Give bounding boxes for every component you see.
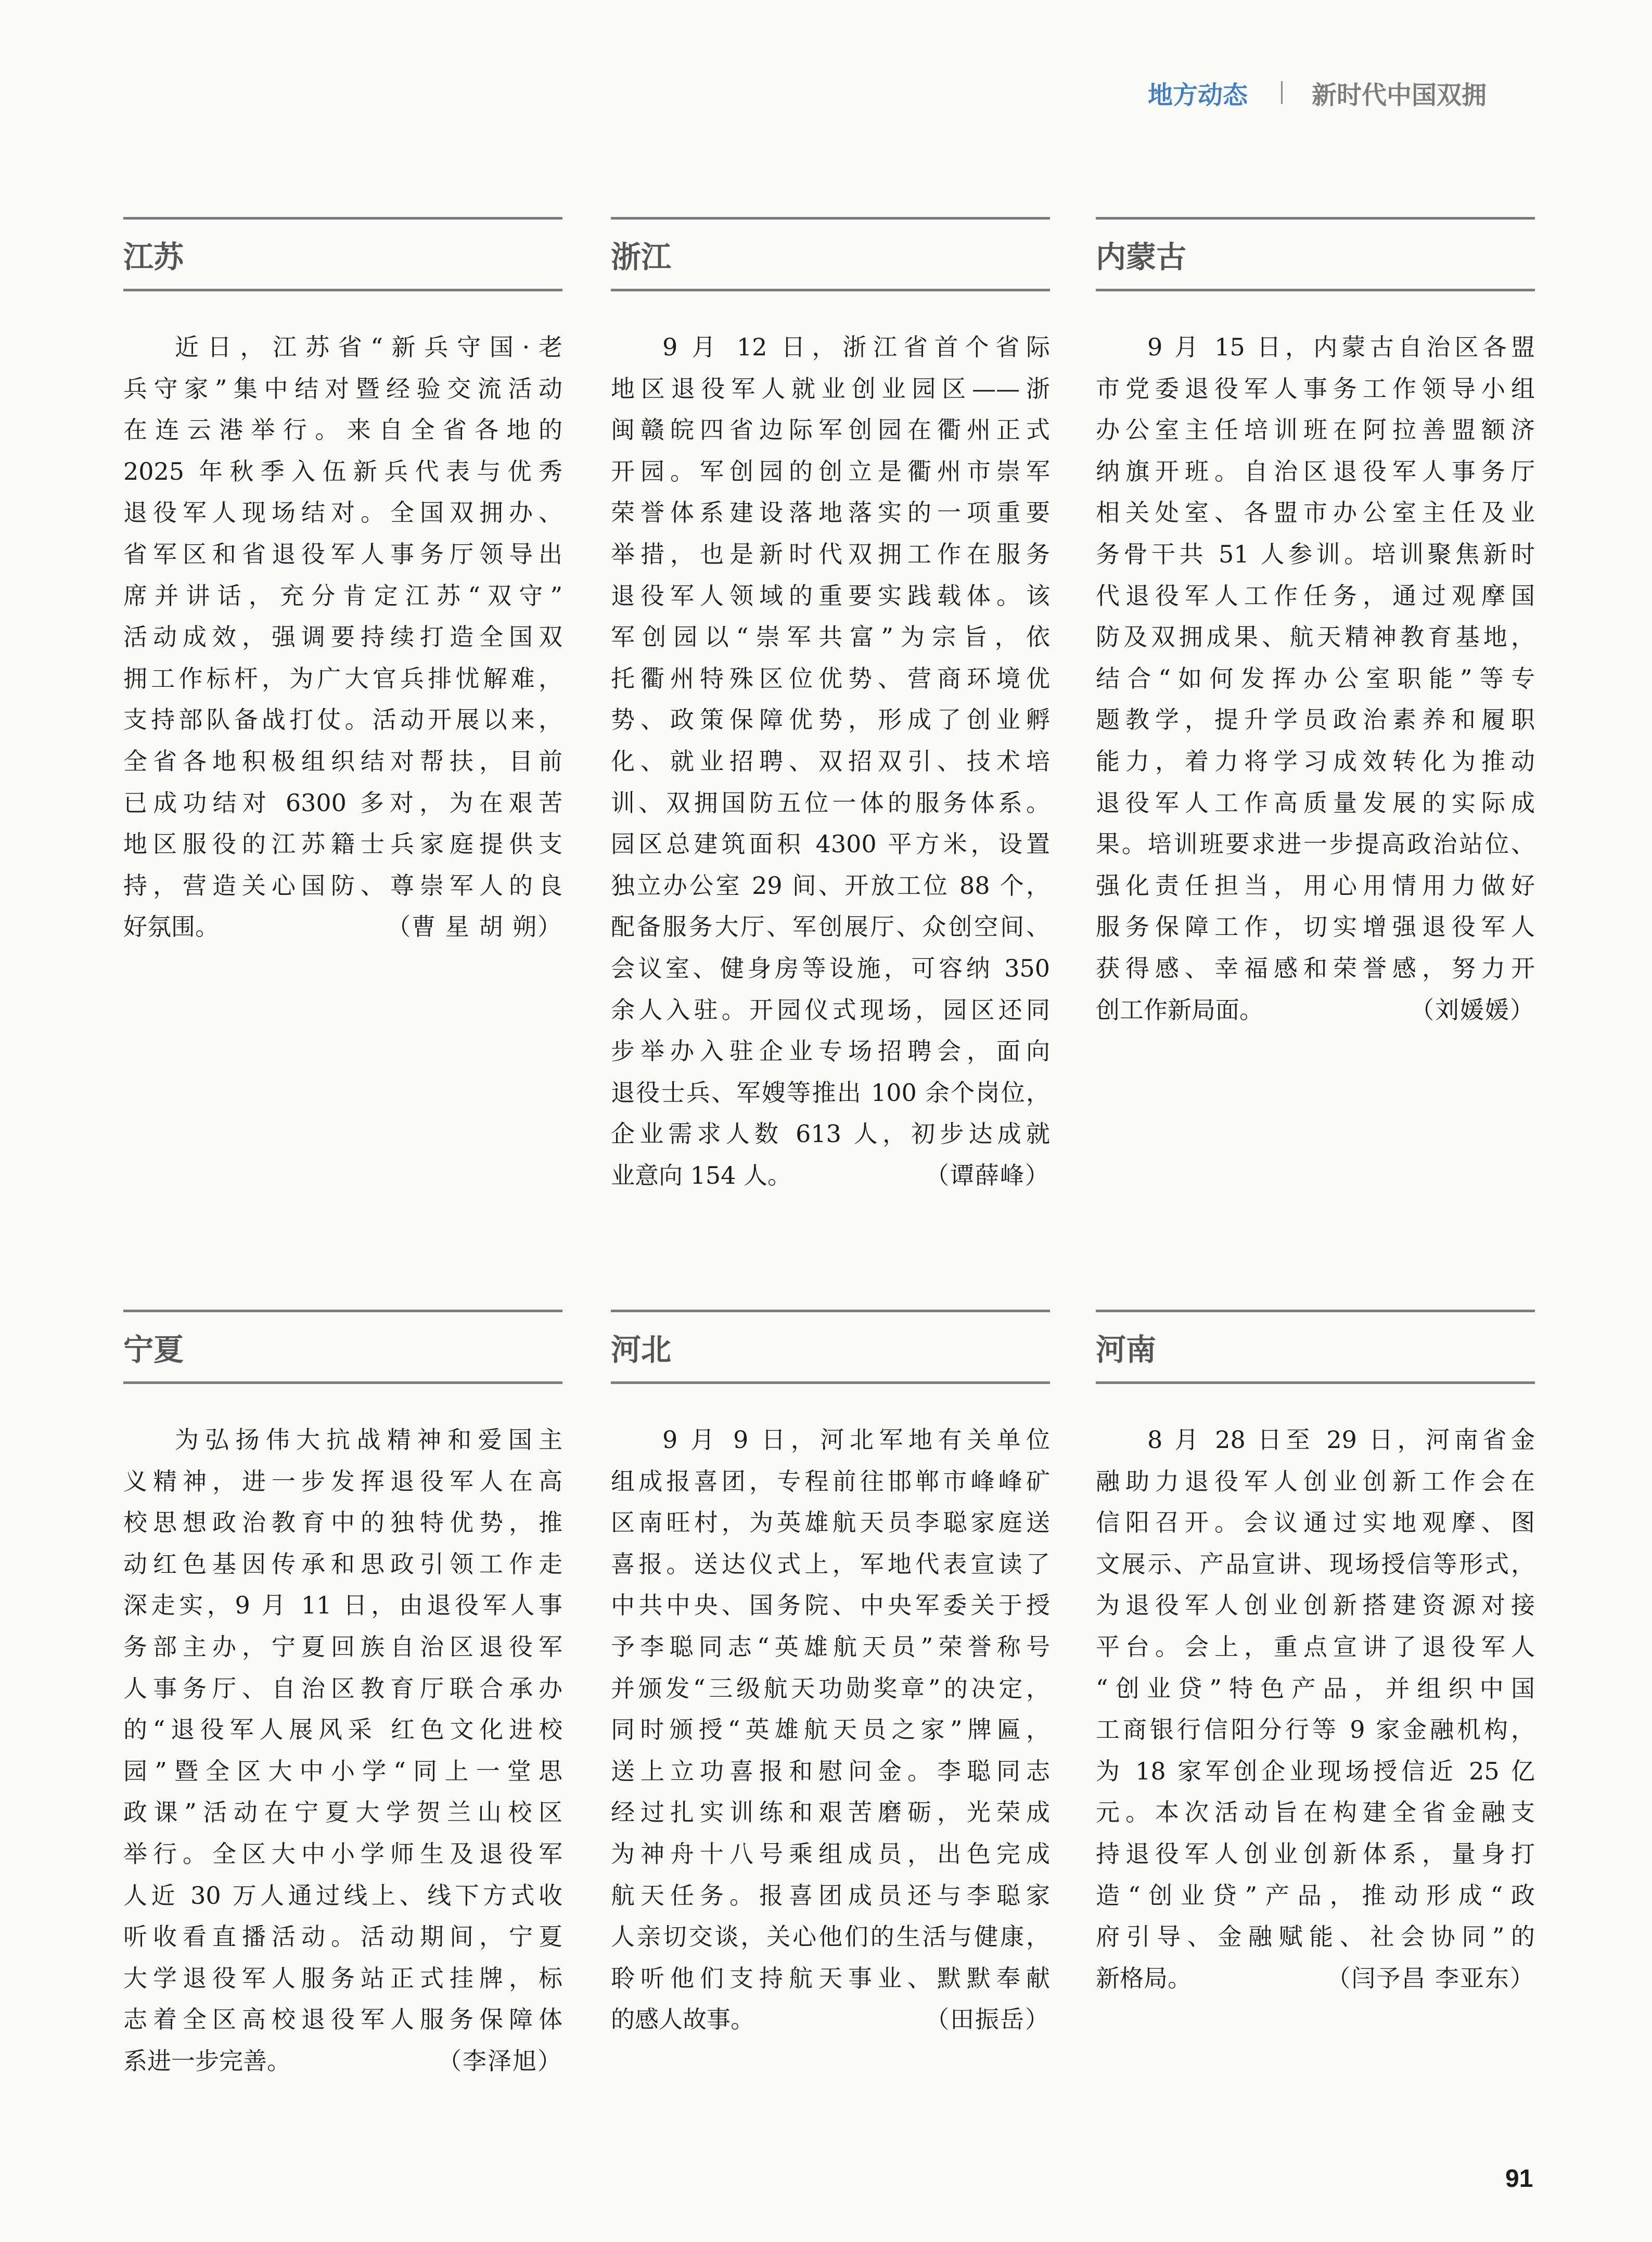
body-text-line: 园”暨全区大中小学“同上一堂思 bbox=[123, 1757, 562, 1785]
body-text-line: 动红色基因传承和思政引领工作走 bbox=[123, 1549, 562, 1578]
body-text-line: 聆听他们支持航天事业、默默奉献 bbox=[611, 1964, 1050, 1992]
body-text-line: 题教学，提升学员政治素养和履职 bbox=[1096, 706, 1535, 734]
body-text-line: 军创园以“崇军共富”为宗旨，依 bbox=[611, 623, 1050, 651]
body-text-line: 人近 30 万人通过线上、线下方式收 bbox=[123, 1881, 562, 1910]
body-text-line: 9 月 9 日，河北军地有关单位 bbox=[662, 1426, 1050, 1454]
region-heading: 河北 bbox=[611, 1331, 672, 1367]
article-jiangsu bbox=[123, 217, 562, 948]
body-text-line: 经过扎实训练和艰苦磨砺，光荣成 bbox=[611, 1798, 1050, 1827]
body-text-line: 结合“如何发挥办公室职能”等专 bbox=[1096, 664, 1535, 693]
body-text-line: 办公室主任培训班在阿拉善盟额济 bbox=[1096, 416, 1535, 444]
body-text-line: 9 月 15 日，内蒙古自治区各盟 bbox=[1147, 333, 1535, 361]
article-body bbox=[123, 1419, 562, 2082]
author-byline: （曹 星 胡 朔） bbox=[387, 913, 562, 941]
article-body bbox=[611, 1419, 1050, 2041]
body-text-line: 省军区和省退役军人事务厅领导出 bbox=[123, 540, 562, 568]
body-text-line: 8 月 28 日至 29 日，河南省金 bbox=[1147, 1426, 1535, 1454]
last-line bbox=[123, 906, 562, 948]
body-text-line: 强化责任担当，用心用情用力做好 bbox=[1096, 871, 1535, 900]
body-text-line: 校思想政治教育中的独特优势，推 bbox=[123, 1508, 562, 1537]
article-body bbox=[1096, 327, 1535, 1031]
body-text-line: 活动成效，强调要持续打造全国双 bbox=[123, 623, 562, 651]
body-text-line: 志着全区高校退役军人服务保障体 bbox=[123, 2005, 562, 2034]
running-header bbox=[1148, 77, 1487, 108]
header-divider bbox=[1281, 81, 1283, 104]
body-text-line: 元。本次活动旨在构建全省金融支 bbox=[1096, 1798, 1535, 1827]
article-body bbox=[123, 327, 562, 948]
body-text-line: 训、双拥国防五位一体的服务体系。 bbox=[611, 788, 1050, 817]
body-text-line: 独立办公室 29 间、开放工位 88 个， bbox=[611, 871, 1050, 900]
body-text-line: 文展示、产品宣讲、现场授信等形式， bbox=[1096, 1549, 1535, 1578]
body-text-line: 化、就业招聘、双招双引、技术培 bbox=[611, 747, 1050, 775]
body-text-line: 托衢州特殊区位优势、营商环境优 bbox=[611, 664, 1050, 693]
article-body bbox=[1096, 1419, 1535, 1999]
body-text-line: 并颁发“三级航天功勋奖章”的决定， bbox=[611, 1674, 1050, 1702]
author-byline: （李泽旭） bbox=[438, 2046, 562, 2075]
body-text-line: 同时颁授“英雄航天员之家”牌匾， bbox=[611, 1715, 1050, 1744]
body-text-line: 组成报喜团，专程前往邯郸市峰峰矿 bbox=[611, 1467, 1050, 1495]
last-line bbox=[1096, 1958, 1535, 2000]
article-zhejiang bbox=[611, 217, 1050, 1196]
body-text-line: 地区退役军人就业创业园区——浙 bbox=[611, 374, 1050, 403]
author-byline: （田振岳） bbox=[925, 2005, 1050, 2034]
body-text-line: 人亲切交谈，关心他们的生活与健康， bbox=[611, 1923, 1050, 1951]
region-heading: 内蒙古 bbox=[1096, 239, 1187, 275]
body-text-line: 为弘扬伟大抗战精神和爱国主 bbox=[175, 1426, 562, 1454]
body-text-line: 退役士兵、军嫂等推出 100 余个岗位， bbox=[611, 1078, 1050, 1107]
body-text-line: 服务保障工作，切实增强退役军人 bbox=[1096, 913, 1535, 941]
body-text-line: 步举办入驻企业专场招聘会，面向 bbox=[611, 1037, 1050, 1066]
body-text-line: 平台。会上，重点宣讲了退役军人 bbox=[1096, 1632, 1535, 1661]
body-text-line: 配备服务大厅、军创展厅、众创空间、 bbox=[611, 913, 1050, 941]
body-text-line: 造“创业贷”产品，推动形成“政 bbox=[1096, 1881, 1535, 1910]
body-text-line: 全省各地积极组织结对帮扶，目前 bbox=[123, 747, 562, 775]
body-text-line: 已成功结对 6300 多对，为在艰苦 bbox=[123, 788, 562, 817]
body-text-line: 相关处室、各盟市办公室主任及业 bbox=[1096, 498, 1535, 527]
last-line bbox=[1096, 990, 1535, 1031]
body-text-line: 好氛围。 bbox=[123, 913, 219, 941]
body-text-line: 听收看直播活动。活动期间，宁夏 bbox=[123, 1923, 562, 1951]
article-inner-mongolia bbox=[1096, 217, 1535, 1031]
heading-rule-bottom bbox=[611, 289, 1050, 291]
body-text-line: 航天任务。报喜团成员还与李聪家 bbox=[611, 1881, 1050, 1910]
body-text-line: 为神舟十八号乘组成员，出色完成 bbox=[611, 1839, 1050, 1868]
body-text-line: 拥工作标杆，为广大官兵排忧解难， bbox=[123, 664, 562, 693]
body-text-line: 势、政策保障优势，形成了创业孵 bbox=[611, 706, 1050, 734]
body-text-line: 支持部队备战打仗。活动开展以来， bbox=[123, 706, 562, 734]
body-text-line: 务部主办，宁夏回族自治区退役军 bbox=[123, 1632, 562, 1661]
body-text-line: 的感人故事。 bbox=[611, 2005, 754, 2034]
body-text-line: 余人入驻。开园仪式现场，园区还同 bbox=[611, 995, 1050, 1024]
body-text-line: 代退役军人工作任务，通过观摩国 bbox=[1096, 581, 1535, 610]
body-text-line: 企业需求人数 613 人，初步达成就 bbox=[611, 1120, 1050, 1148]
body-text-line: 退役军人领域的重要实践载体。该 bbox=[611, 581, 1050, 610]
section-name: 地方动态 bbox=[1148, 80, 1248, 110]
author-byline: （闫予昌 李亚东） bbox=[1326, 1964, 1535, 1992]
body-text-line: 会议室、健身房等设施，可容纳 350 bbox=[611, 954, 1050, 982]
body-text-line: 区南旺村，为英雄航天员李聪家庭送 bbox=[611, 1508, 1050, 1537]
magazine-title: 新时代中国双拥 bbox=[1312, 80, 1487, 110]
body-text-line: 的“退役军人展风采 红色文化进校 bbox=[123, 1715, 562, 1744]
body-text-line: 园区总建筑面积 4300 平方米，设置 bbox=[611, 830, 1050, 859]
heading-rule-bottom bbox=[1096, 289, 1535, 291]
region-heading: 浙江 bbox=[611, 239, 672, 275]
heading-rule-bottom bbox=[1096, 1381, 1535, 1384]
body-text-line: 近日，江苏省“新兵守国·老 bbox=[175, 333, 562, 361]
body-text-line: 为 18 家军创企业现场授信近 25 亿 bbox=[1096, 1757, 1535, 1785]
body-text-line: 为退役军人创业创新搭建资源对接 bbox=[1096, 1591, 1535, 1620]
body-text-line: 深走实，9 月 11 日，由退役军人事 bbox=[123, 1591, 562, 1620]
author-byline: （谭薛峰） bbox=[925, 1161, 1050, 1189]
body-text-line: 融助力退役军人创业创新工作会在 bbox=[1096, 1467, 1535, 1495]
body-text-line: 中共中央、国务院、中央军委关于授 bbox=[611, 1591, 1050, 1620]
body-text-line: 创工作新局面。 bbox=[1096, 995, 1263, 1024]
body-text-line: 工商银行信阳分行等 9 家金融机构， bbox=[1096, 1715, 1535, 1744]
body-text-line: 府引导、金融赋能、社会协同”的 bbox=[1096, 1923, 1535, 1951]
body-text-line: 能力，着力将学习成效转化为推动 bbox=[1096, 747, 1535, 775]
body-text-line: 送上立功喜报和慰问金。李聪同志 bbox=[611, 1757, 1050, 1785]
body-text-line: 退役军人工作高质量发展的实际成 bbox=[1096, 788, 1535, 817]
page-number: 91 bbox=[1505, 2165, 1533, 2193]
body-text-line: “创业贷”特色产品，并组织中国 bbox=[1096, 1674, 1535, 1702]
body-text-line: 持，营造关心国防、尊崇军人的良 bbox=[123, 871, 562, 900]
region-heading: 河南 bbox=[1096, 1331, 1157, 1367]
body-text-line: 开园。军创园的创立是衢州市崇军 bbox=[611, 457, 1050, 485]
body-text-line: 在连云港举行。来自全省各地的 bbox=[123, 416, 562, 444]
author-byline: （刘媛媛） bbox=[1410, 995, 1535, 1024]
body-text-line: 荣誉体系建设落地落实的一项重要 bbox=[611, 498, 1050, 527]
body-text-line: 务骨干共 51 人参训。培训聚焦新时 bbox=[1096, 540, 1535, 568]
article-henan bbox=[1096, 1310, 1535, 1999]
body-text-line: 人事务厅、自治区教育厅联合承办 bbox=[123, 1674, 562, 1702]
body-text-line: 果。培训班要求进一步提高政治站位、 bbox=[1096, 830, 1535, 859]
body-text-line: 持退役军人创业创新体系，量身打 bbox=[1096, 1839, 1535, 1868]
body-text-line: 政课”活动在宁夏大学贺兰山校区 bbox=[123, 1798, 562, 1827]
heading-rule-bottom bbox=[123, 289, 562, 291]
body-text-line: 举措，也是新时代双拥工作在服务 bbox=[611, 540, 1050, 568]
body-text-line: 予李聪同志“英雄航天员”荣誉称号 bbox=[611, 1632, 1050, 1661]
last-line bbox=[611, 1155, 1050, 1197]
body-text-line: 兵守家”集中结对暨经验交流活动 bbox=[123, 374, 562, 403]
body-text-line: 市党委退役军人事务工作领导小组 bbox=[1096, 374, 1535, 403]
body-text-line: 防及双拥成果、航天精神教育基地， bbox=[1096, 623, 1535, 651]
last-line bbox=[123, 2041, 562, 2082]
heading-rule-bottom bbox=[123, 1381, 562, 1384]
body-text-line: 义精神，进一步发挥退役军人在高 bbox=[123, 1467, 562, 1495]
body-text-line: 9 月 12 日，浙江省首个省际 bbox=[662, 333, 1050, 361]
article-hebei bbox=[611, 1310, 1050, 2041]
body-text-line: 2025 年秋季入伍新兵代表与优秀 bbox=[123, 457, 562, 485]
region-heading: 宁夏 bbox=[123, 1331, 184, 1367]
body-text-line: 系进一步完善。 bbox=[123, 2046, 291, 2075]
body-text-line: 信阳召开。会议通过实地观摩、图 bbox=[1096, 1508, 1535, 1537]
body-text-line: 纳旗开班。自治区退役军人事务厅 bbox=[1096, 457, 1535, 485]
body-text-line: 席并讲话，充分肯定江苏“双守” bbox=[123, 581, 562, 610]
heading-rule-bottom bbox=[611, 1381, 1050, 1384]
article-body bbox=[611, 327, 1050, 1196]
body-text-line: 大学退役军人服务站正式挂牌，标 bbox=[123, 1964, 562, 1992]
body-text-line: 地区服役的江苏籍士兵家庭提供支 bbox=[123, 830, 562, 859]
body-text-line: 业意向 154 人。 bbox=[611, 1161, 792, 1189]
body-text-line: 举行。全区大中小学师生及退役军 bbox=[123, 1839, 562, 1868]
body-text-line: 闽赣皖四省边际军创园在衢州正式 bbox=[611, 416, 1050, 444]
body-text-line: 退役军人现场结对。全国双拥办、 bbox=[123, 498, 562, 527]
region-heading: 江苏 bbox=[123, 239, 184, 275]
last-line bbox=[611, 1999, 1050, 2041]
body-text-line: 喜报。送达仪式上，军地代表宣读了 bbox=[611, 1549, 1050, 1578]
body-text-line: 新格局。 bbox=[1096, 1964, 1192, 1992]
article-ningxia bbox=[123, 1310, 562, 2082]
body-text-line: 获得感、幸福感和荣誉感，努力开 bbox=[1096, 954, 1535, 982]
